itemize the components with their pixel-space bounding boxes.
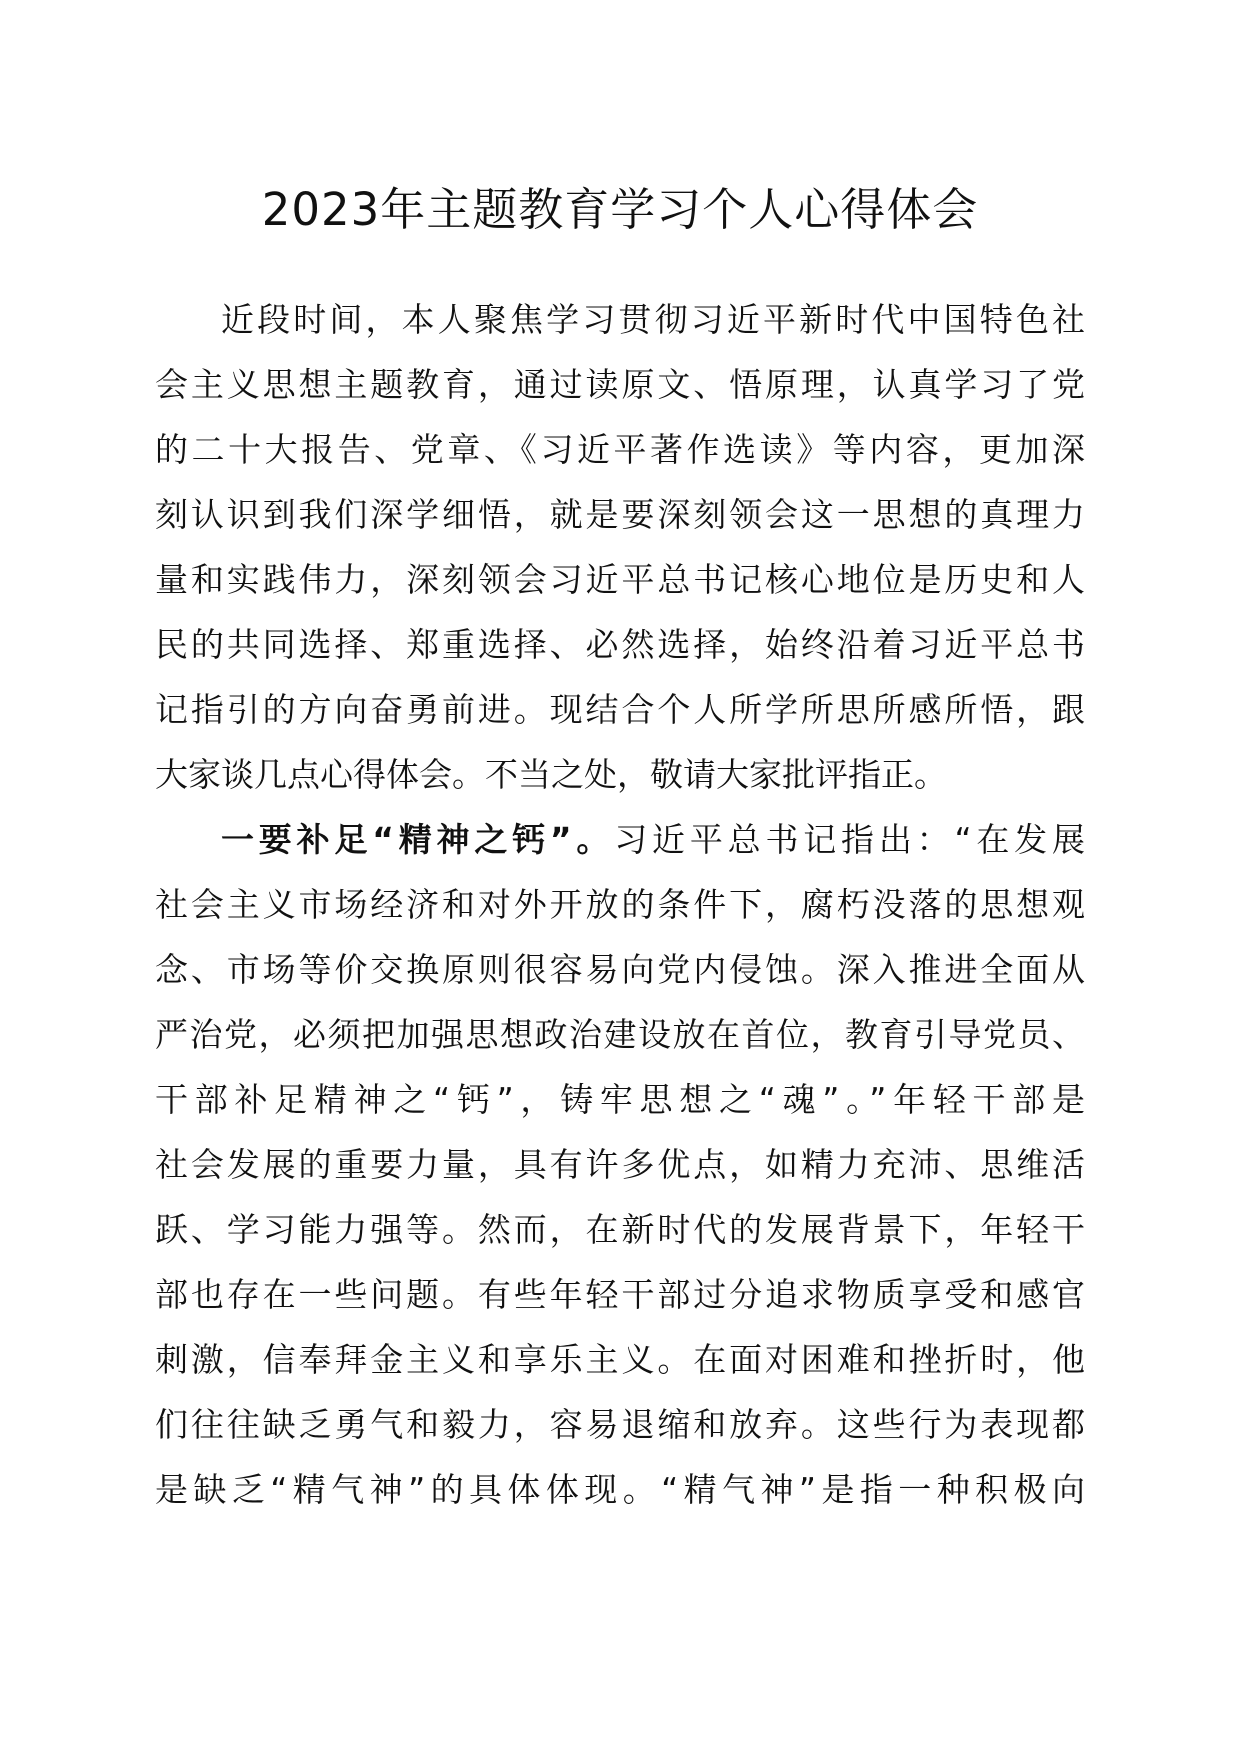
text-line: 会主义思想主题教育，通过读原文、悟原理，认真学习了党 [155, 365, 1085, 404]
text-line: 刻认识到我们深学细悟，就是要深刻领会这一思想的真理力 [155, 495, 1085, 534]
text-line: 是缺乏“精气神”的具体体现。“精气神”是指一种积极向 [155, 1470, 1085, 1509]
text-fragment: 习近平总书记指出：“在发展 [614, 820, 1085, 859]
text-line: 民的共同选择、郑重选择、必然选择，始终沿着习近平总书 [155, 625, 1085, 664]
text-line: 大家谈几点心得体会。不当之处，敬请大家批评指正。 [155, 755, 947, 794]
text-line: 念、市场等价交换原则很容易向党内侵蚀。深入推进全面从 [155, 950, 1085, 989]
document-body [155, 287, 1085, 1522]
text-line: 们往往缺乏勇气和毅力，容易退缩和放弃。这些行为表现都 [155, 1405, 1085, 1444]
text-line: 干部补足精神之“钙”，铸牢思想之“魂”。”年轻干部是 [155, 1080, 1085, 1119]
text-line: 的二十大报告、党章、《习近平著作选读》等内容，更加深 [155, 430, 1085, 469]
paragraph-intro [155, 287, 1085, 807]
text-line [155, 807, 1085, 872]
text-line: 社会主义市场经济和对外开放的条件下，腐朽没落的思想观 [155, 885, 1085, 924]
text-line: 部也存在一些问题。有些年轻干部过分追求物质享受和感官 [155, 1275, 1085, 1314]
section-heading: 一要补足“精神之钙”。 [221, 820, 615, 859]
text-line: 近段时间，本人聚焦学习贯彻习近平新时代中国特色社 [221, 300, 1085, 339]
text-line: 跃、学习能力强等。然而，在新时代的发展背景下，年轻干 [155, 1210, 1085, 1249]
text-line: 严治党，必须把加强思想政治建设放在首位，教育引导党员、 [155, 1015, 1085, 1054]
paragraph-spirit-calcium [155, 807, 1085, 1522]
text-line: 记指引的方向奋勇前进。现结合个人所学所思所感所悟，跟 [155, 690, 1085, 729]
document-title: 2023年主题教育学习个人心得体会 [261, 183, 979, 236]
text-line: 量和实践伟力，深刻领会习近平总书记核心地位是历史和人 [155, 560, 1085, 599]
text-line: 刺激，信奉拜金主义和享乐主义。在面对困难和挫折时，他 [155, 1340, 1085, 1379]
text-line: 社会发展的重要力量，具有许多优点，如精力充沛、思维活 [155, 1145, 1085, 1184]
